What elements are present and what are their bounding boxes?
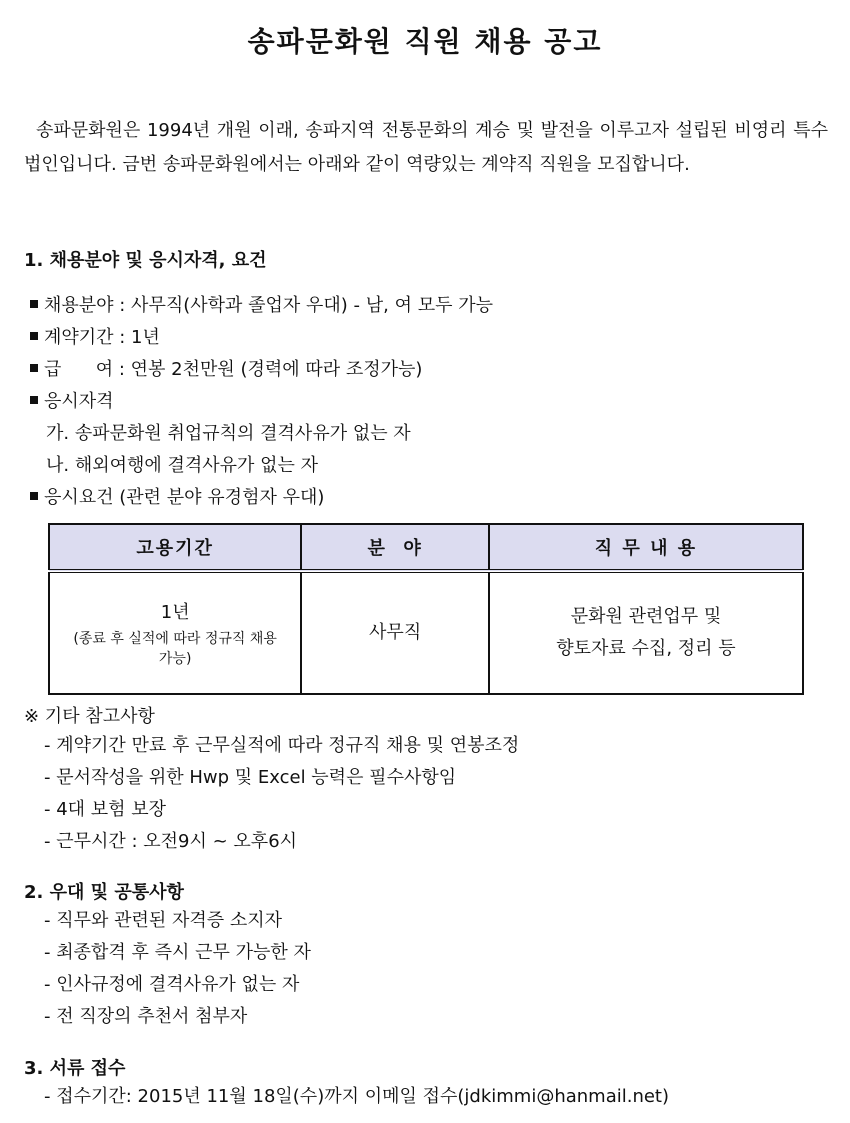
field-cell: 사무직 [301,571,489,694]
duties-line: 문화원 관련업무 및 [570,606,722,627]
section3-list [44,1081,669,1113]
square-bullet-icon [30,396,38,404]
list-item [30,354,493,386]
square-bullet-icon [30,364,38,372]
item-text: 응시자격 [44,391,114,412]
qualification-item [30,450,493,482]
column-header: 분 야 [301,524,489,571]
period-cell [49,571,301,694]
list-item: - 근무시간 : 오전9시 ~ 오후6시 [44,831,298,852]
qualification-item [30,418,493,450]
list-item: - 직무와 관련된 자격증 소지자 [44,910,283,931]
section2-heading: 2. 우대 및 공통사항 [24,882,184,903]
table-row [49,571,803,694]
list-item [30,386,493,418]
duties-line: 향토자료 수집, 정리 등 [556,638,736,659]
square-bullet-icon [30,300,38,308]
column-header: 직 무 내 용 [489,524,803,571]
page-title: 송파문화원 직원 채용 공고 [247,25,603,58]
section1-list [30,290,493,514]
list-item: - 인사규정에 결격사유가 없는 자 [44,974,300,995]
list-item: - 계약기간 만료 후 근무실적에 따라 정규직 채용 및 연봉조정 [44,735,520,756]
list-item: - 최종합격 후 즉시 근무 가능한 자 [44,942,311,963]
list-item: - 4대 보험 보장 [44,799,167,820]
item-text: 채용분야 : 사무직(사학과 졸업자 우대) - 남, 여 모두 가능 [44,295,493,316]
period-value: 1년 [160,602,190,623]
intro-paragraph [24,114,828,182]
list-item [30,482,493,514]
notes-heading: ※ 기타 참고사항 [24,706,155,727]
item-text: 나. 해외여행에 결격사유가 없는 자 [46,455,319,476]
list-item [30,290,493,322]
section3-heading: 3. 서류 접수 [24,1058,126,1079]
table-header-row [49,524,803,571]
duties-cell [489,571,803,694]
list-item: - 문서작성을 위한 Hwp 및 Excel 능력은 필수사항임 [44,767,457,788]
notes-list [44,730,519,858]
job-table [48,523,804,695]
square-bullet-icon [30,332,38,340]
period-note: (종료 후 실적에 따라 정규직 채용 가능) [73,631,277,667]
section2-list [44,905,311,1033]
item-text: 급 여 : 연봉 2천만원 (경력에 따라 조정가능) [44,359,423,380]
item-text: 응시요건 (관련 분야 유경험자 우대) [44,487,325,508]
column-header: 고용기간 [49,524,301,571]
item-text: 계약기간 : 1년 [44,327,160,348]
intro-text: 송파문화원은 1994년 개원 이래, 송파지역 전통문화의 계승 및 발전을 이루고자 설립된 비영리 특수법인입니다. 금번 송파문화원에서는 아래와 같이 역량있는 계약직 직원을 모집합니다. [24,120,828,175]
list-item: - 전 직장의 추천서 첨부자 [44,1006,248,1027]
list-item: - 접수기간: 2015년 11월 18일(수)까지 이메일 접수(jdkimmi@hanmail.net) [44,1086,670,1107]
list-item [30,322,493,354]
item-text: 가. 송파문화원 취업규칙의 결격사유가 없는 자 [46,423,411,444]
square-bullet-icon [30,492,38,500]
section1-heading: 1. 채용분야 및 응시자격, 요건 [24,250,267,271]
